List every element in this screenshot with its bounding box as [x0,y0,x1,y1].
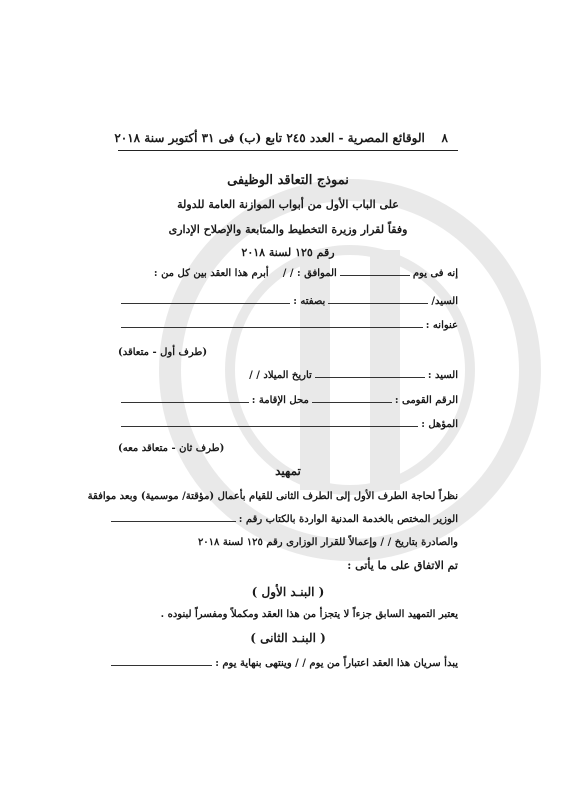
clause-one-title: ( البنـد الأول ) [251,585,325,599]
party-two-label: (طرف ثان - متعاقد معه) [118,443,225,454]
letter-no-field[interactable] [111,521,236,522]
contract-label: أبرم هذا العقد بين كل من : [153,268,269,279]
form-line-6 [118,419,458,430]
form-line-1 [118,268,458,279]
form-line-5 [118,395,458,406]
qualification-field[interactable] [121,426,418,427]
day-field[interactable] [340,275,410,276]
mr2-field[interactable] [315,377,425,378]
form-line-2 [118,296,458,307]
mr-label: السيد/ [431,296,458,307]
residence-field[interactable] [121,402,249,403]
form-line-4 [118,370,458,381]
form-subtitle-1: على الباب الأول من أبواب الموازنة العامة للدولة [177,198,399,211]
capacity-field[interactable] [121,303,290,304]
capacity-label: بصفته : [293,296,326,307]
end-date-field[interactable] [111,665,212,666]
preamble-line-2 [108,514,458,525]
party-one-label: (طرف أول - متعاقد) [118,347,208,358]
clause-one-text: يعتبر التمهيد السابق جزءاً لا يتجزأ من هذا العقد ومكملاً ومفسراً لبنوده . [160,609,458,620]
form-title: نموذج التعاقد الوظيفى [227,173,349,188]
clause-two-text: يبدأ سريان هذا العقد اعتباراً من يوم / / وينتهى بنهاية يوم : [215,658,458,669]
residence-label: محل الإقامة : [251,395,309,406]
mr-field[interactable] [328,303,428,304]
birthdate-label: تاريخ الميلاد / / [249,370,312,381]
gazette-line: الوقائع المصرية - العدد ٢٤٥ تابع (ب) فى ٣١ أكتوبر سنة ٢٠١٨ [114,131,425,145]
preamble-line-1: نظراً لحاجة الطرف الأول إلى الطرف الثانى للقيام بأعمال (مؤقتة/ موسمية) وبعد موافقة [87,491,458,502]
address-label: عنوانه : [425,320,458,331]
clause-two-line [108,658,458,669]
form-subtitle-3: رقم ١٢٥ لسنة ٢٠١٨ [241,246,335,259]
qualification-label: المؤهل : [421,419,458,430]
header-rule [118,150,458,151]
preamble-title: تمهيد [275,464,301,478]
date-label: الموافق : / / [282,268,337,279]
address-field[interactable] [121,327,423,328]
form-line-3 [118,320,458,331]
form-subtitle-2: وفقاً لقرار وزيرة التخطيط والمتابعة والإصلاح الإدارى [168,223,408,236]
page-number: ٨ [441,131,448,145]
agreed-heading: تم الاتفاق على ما يأتى : [347,559,458,572]
national-id-field[interactable] [312,402,392,403]
mr2-label: السيد : [427,370,458,381]
day-label: إنه فى يوم [412,268,458,279]
national-id-label: الرقم القومى : [394,395,458,406]
page-header [108,131,448,145]
letter-no-label: الوزير المختص بالخدمة المدنية الواردة بالكتاب رقم : [238,514,458,525]
preamble-line-3: والصادرة بتاريخ / / وإعمالاً للقرار الوزارى رقم ١٢٥ لسنة ٢٠١٨ [197,537,458,548]
clause-two-title: ( البنـد الثانى ) [250,631,326,645]
